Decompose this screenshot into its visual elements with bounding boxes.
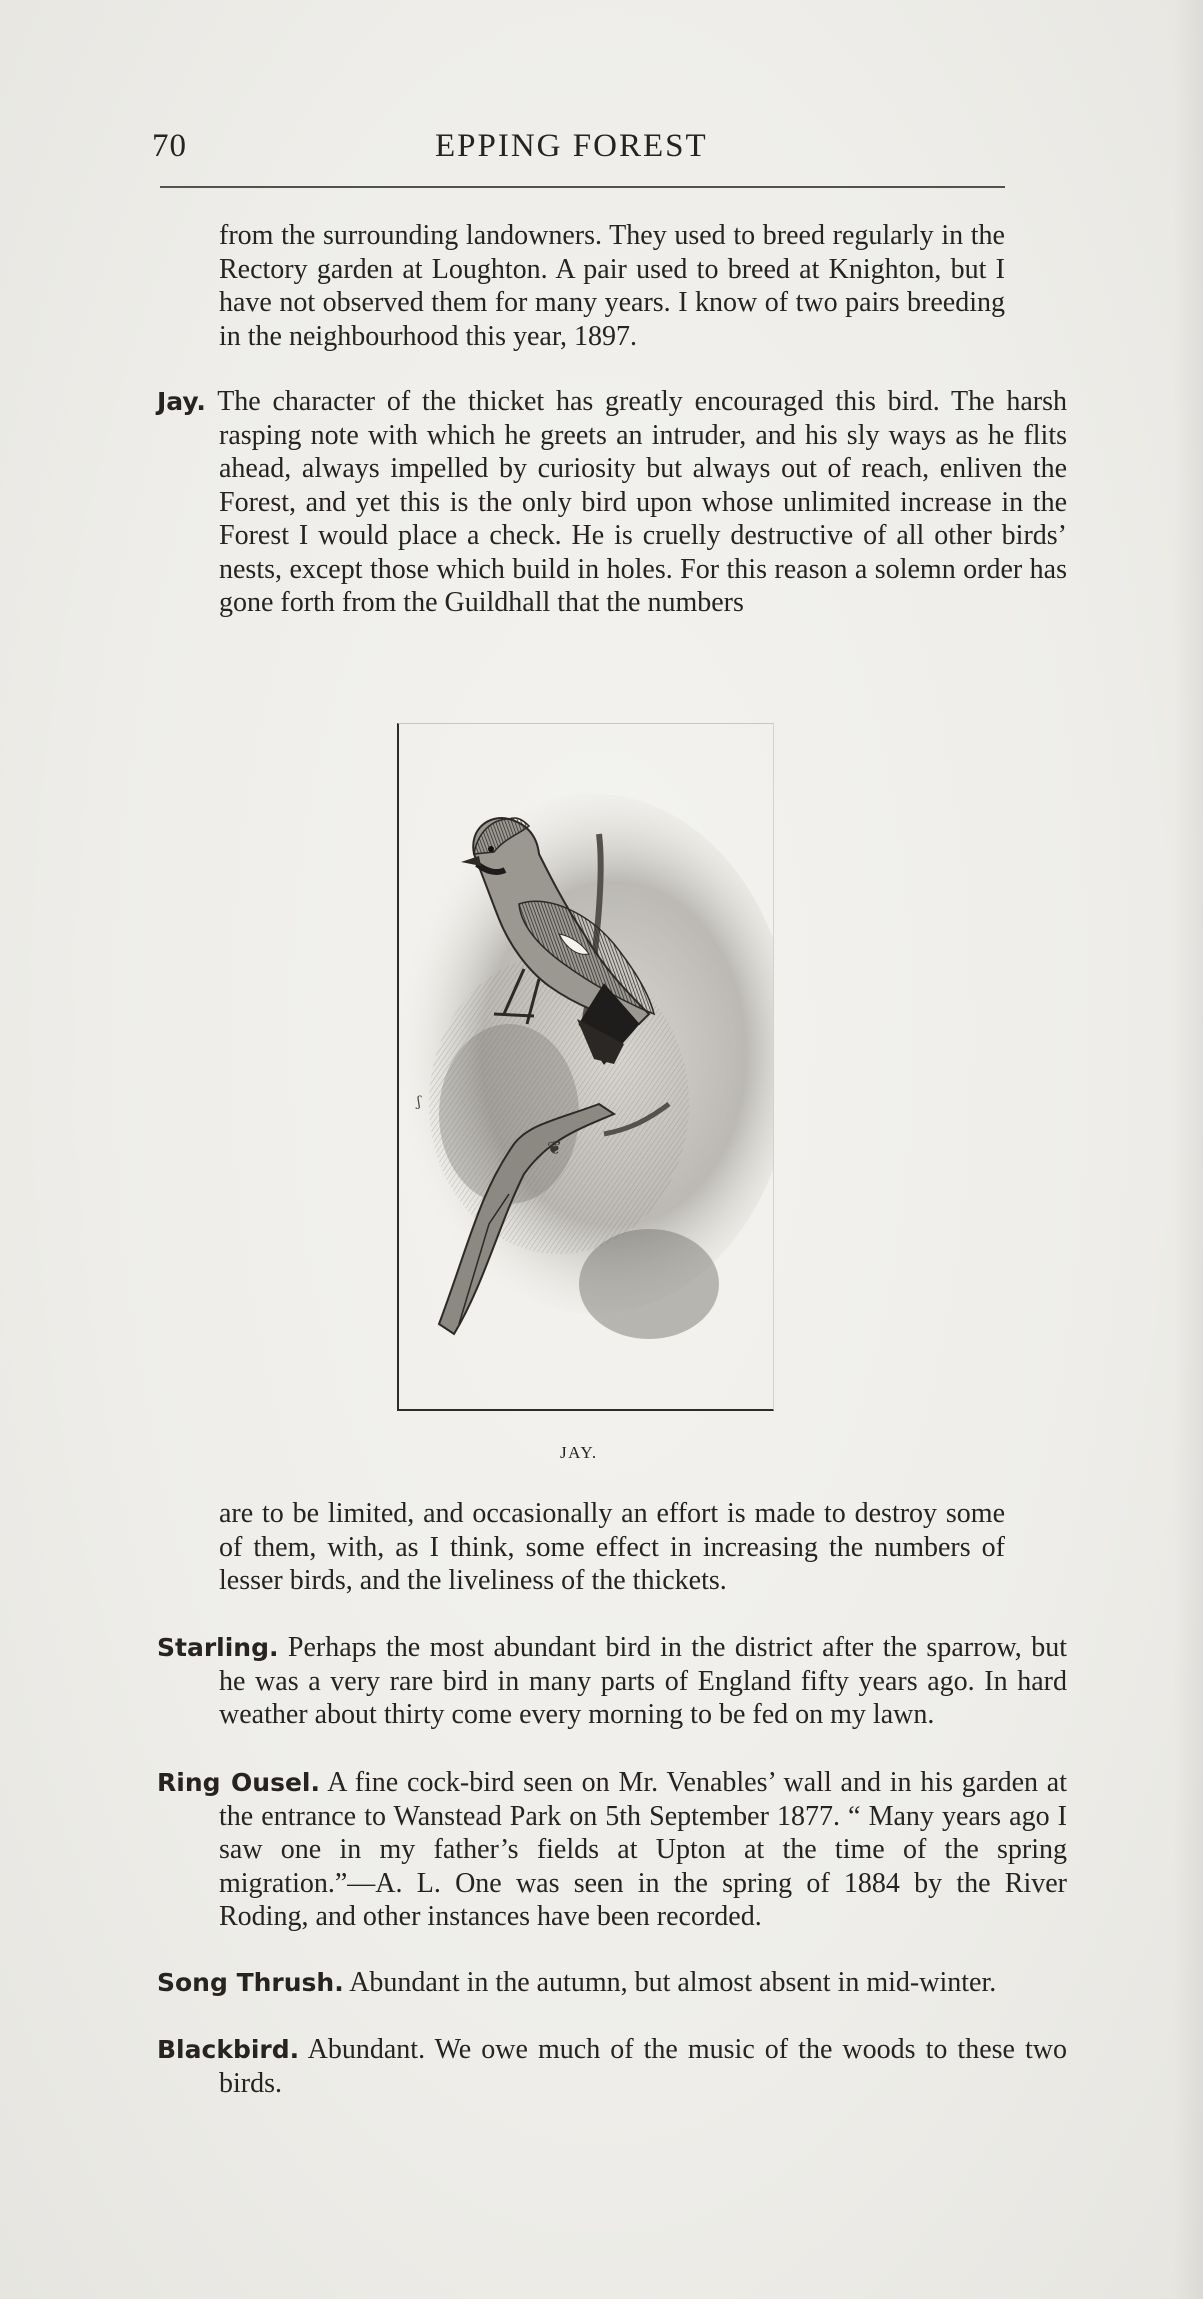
entry-term-ring-ousel: Ring Ousel. <box>157 1768 320 1797</box>
entry-ring-ousel <box>157 1766 1067 1934</box>
entry-term-starling: Starling. <box>157 1633 279 1662</box>
entry-term-jay: Jay. <box>157 387 206 416</box>
page-number: 70 <box>152 128 187 164</box>
figure-caption: JAY. <box>560 1443 598 1462</box>
jay-continued-paragraph: are to be limited, and occasionally an effort is made to destroy some of them, with, as I think, some effect in increasing the numbers of lesser birds, and the liveliness of the thickets. <box>219 1498 1005 1596</box>
entry-starling <box>157 1631 1067 1732</box>
svg-text:ʃ: ʃ <box>417 1094 421 1110</box>
entry-text-jay: The character of the thicket has greatly encouraged this bird. The harsh rasping note with which he greets an intruder, and his sly ways as he flits ahead, always impelled by curiosity but always out of reach, enliven the Forest, and yet this is the only bird upon whose unlimited increase in the Forest I would place a check. He is cruelly destructive of all other birds’ nests, except those which build in holes. For this reason a solemn order has gone forth from the Guildhall that the numbers <box>217 386 1067 618</box>
entry-blackbird <box>157 2033 1067 2100</box>
jay-engraving-icon <box>399 724 773 1409</box>
entry-text-ring-ousel: A fine cock-bird seen on Mr. Venables’ wall and in his garden at the entrance to Wanstead Park on 5th September 1877. “ Many years ago I saw one in my father’s fields at Upton at the time of the spring migration.”—A. L. One was seen in the spring of 1884 by the River Roding, and other instances have been recorded. <box>219 1767 1067 1932</box>
svg-text:❦: ❦ <box>547 1138 563 1159</box>
entry-jay <box>157 385 1067 620</box>
entry-song-thrush <box>157 1966 1067 2000</box>
intro-paragraph: from the surrounding landowners. They used to breed regularly in the Rectory garden at Loughton. A pair used to breed at Knighton, but I have not observed them for many years. I know of two pairs breeding in the neighbourhood this year, 1897. <box>219 220 1005 352</box>
running-title: EPPING FOREST <box>435 128 708 164</box>
jay-illustration <box>397 723 774 1411</box>
entry-term-blackbird: Blackbird. <box>157 2035 300 2064</box>
header-rule <box>160 186 1005 188</box>
entry-term-song-thrush: Song Thrush. <box>157 1968 344 1997</box>
entry-text-blackbird: Abundant. We owe much of the music of the woods to these two birds. <box>219 2034 1067 2099</box>
entry-text-starling: Perhaps the most abundant bird in the district after the sparrow, but he was a very rare bird in many parts of England fifty years ago. In hard weather about thirty come every morning to be fed on my lawn. <box>219 1632 1067 1730</box>
page-edge-shadow <box>1173 0 1203 2299</box>
entry-text-song-thrush: Abundant in the autumn, but almost absent in mid-winter. <box>349 1967 997 1998</box>
